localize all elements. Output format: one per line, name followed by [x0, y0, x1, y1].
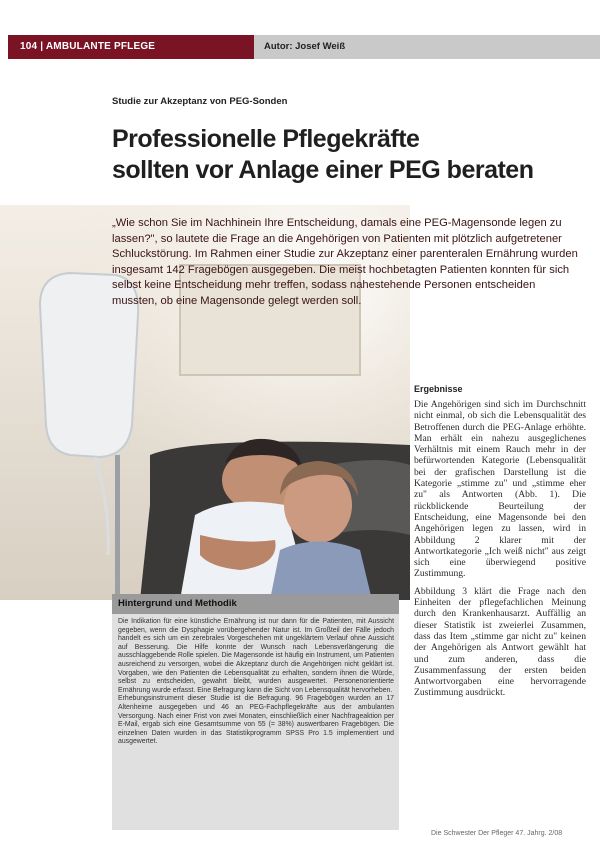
author-line: [264, 35, 345, 59]
background-body: [118, 618, 394, 747]
section-label: 104 | AMBULANTE PFLEGE: [8, 35, 254, 59]
results-paragraph-2: Abbildung 3 klärt die Frage nach den Einheiten der pflegefachlichen Meinung durch den Krankenhausarzt. Auffällig an dieser Statistik ist zweierlei Zusammen, dass das Item „stimme gar nicht zu" keinen der Angehörigen als Antwort gewählt hat und zum anderen, dass die Zusammenfassung der ersten beiden Antwortvorgaben eine hervorragende Zustimmung ausdrückt.: [414, 585, 586, 699]
lead-paragraph: „Wie schon Sie im Nachhinein Ihre Entscheidung, damals eine PEG-Magensonde legen zu lassen?", so lautete die Frage an die Angehörigen von Patienten mit plötzlich aufgetretener Schluckstörung. Im Rahmen einer Studie zur Akzeptanz einer parenteralen Ernährung wurden insgesamt 142 Fragebögen ausgegeben. Die meist hochbetagten Patienten konnten für sich selbst keine Entscheidung mehr treffen, sodass nahestehende Personen entscheiden mussten, ob eine Magensonde gelegt werden soll.: [112, 217, 578, 307]
background-paragraph-2: Erhebungsinstrument dieser Studie ist die Befragung. 96 Fragebögen wurden an 17 Altenheime ausgegeben und 46 an PEG-Fachpflegekräfte aus der ambulanten Versorgung. Nach einer Frist von zwei Monaten, einschließlich einer Nachfrageaktion per E-Mail, ergab sich eine Gesamtsumme von 55 (= 38%) auswertbaren Fragebögen. Die einzelnen Daten wurden in das Statistikprogramm SPSS Pro 1.5 implementiert und ausgewertet.: [118, 695, 394, 746]
results-heading: Ergebnisse: [414, 384, 463, 394]
background-paragraph-1: Die Indikation für eine künstliche Ernährung ist nur dann für die Patienten, mit Aussicht gegeben, wenn die Dysphagie vorübergehender Natur ist. Im Großteil der Fälle jedoch handelt es sich um ein zerebrales Vorgeschehen mit ungeklärtem Verlauf ohne Aussicht auf Besserung. Die Hilfe konnte der Wunsch nach Lebensverlängerung die ausschlaggebende Rolle spielen. Die Magensonde ist häufig ein Instrument, um Patienten ausreichend zu versorgen, wobei die Akzeptanz durch die Angehörigen nicht geklärt ist. Vorgaben, wie den Patienten die Lebensqualität zu erhalten, sondern ihnen die Würde, selbst zu entscheiden, gewahrt bleibt, wurden ausgewertet. Personenorientierte Ernährung wurde erfasst. Eine Befragung kann die Sicht von Lebensqualität hervorheben.: [118, 618, 394, 694]
title-line-1: Professionelle Pflegekräfte: [112, 125, 420, 153]
background-box: [112, 594, 399, 830]
author-name: Josef Weiß: [295, 41, 346, 52]
author-label: Autor:: [264, 41, 293, 52]
results-paragraph-1: Die Angehörigen sind sich im Durchschnitt nicht einmal, ob sich die Lebensqualität des Betroffenen durch die PEG-Anlage erhöhte. Man erhält ein nahezu ausgeglichenes Verhältnis mit einem Rauch mehr in der befürwortenden Kategorie (Lebensqualität bei der grafischen Darstellung ist die Kategorie „stimme zu" und „stimme eher zu" als Antworten (Abb. 1). Die rückblickende Beurteilung der Entscheidung, eine Magensonde bei den Angehörigen legen zu lassen, wird in Abbildung 2 klarer mit der Antwortkategorie „Ich weiß nicht" aus zeigt sich eine überwiegend positive Zustimmung.: [414, 399, 586, 580]
page-footer: Die Schwester Der Pfleger 47. Jahrg. 2/08: [431, 830, 563, 837]
background-heading: Hintergrund und Methodik: [112, 594, 399, 614]
header-bar: [8, 35, 600, 59]
article-kicker: Studie zur Akzeptanz von PEG-Sonden: [112, 96, 288, 107]
results-column: [414, 384, 586, 705]
article-title: [112, 124, 582, 186]
title-line-2: sollten vor Anlage einer PEG beraten: [112, 156, 534, 184]
